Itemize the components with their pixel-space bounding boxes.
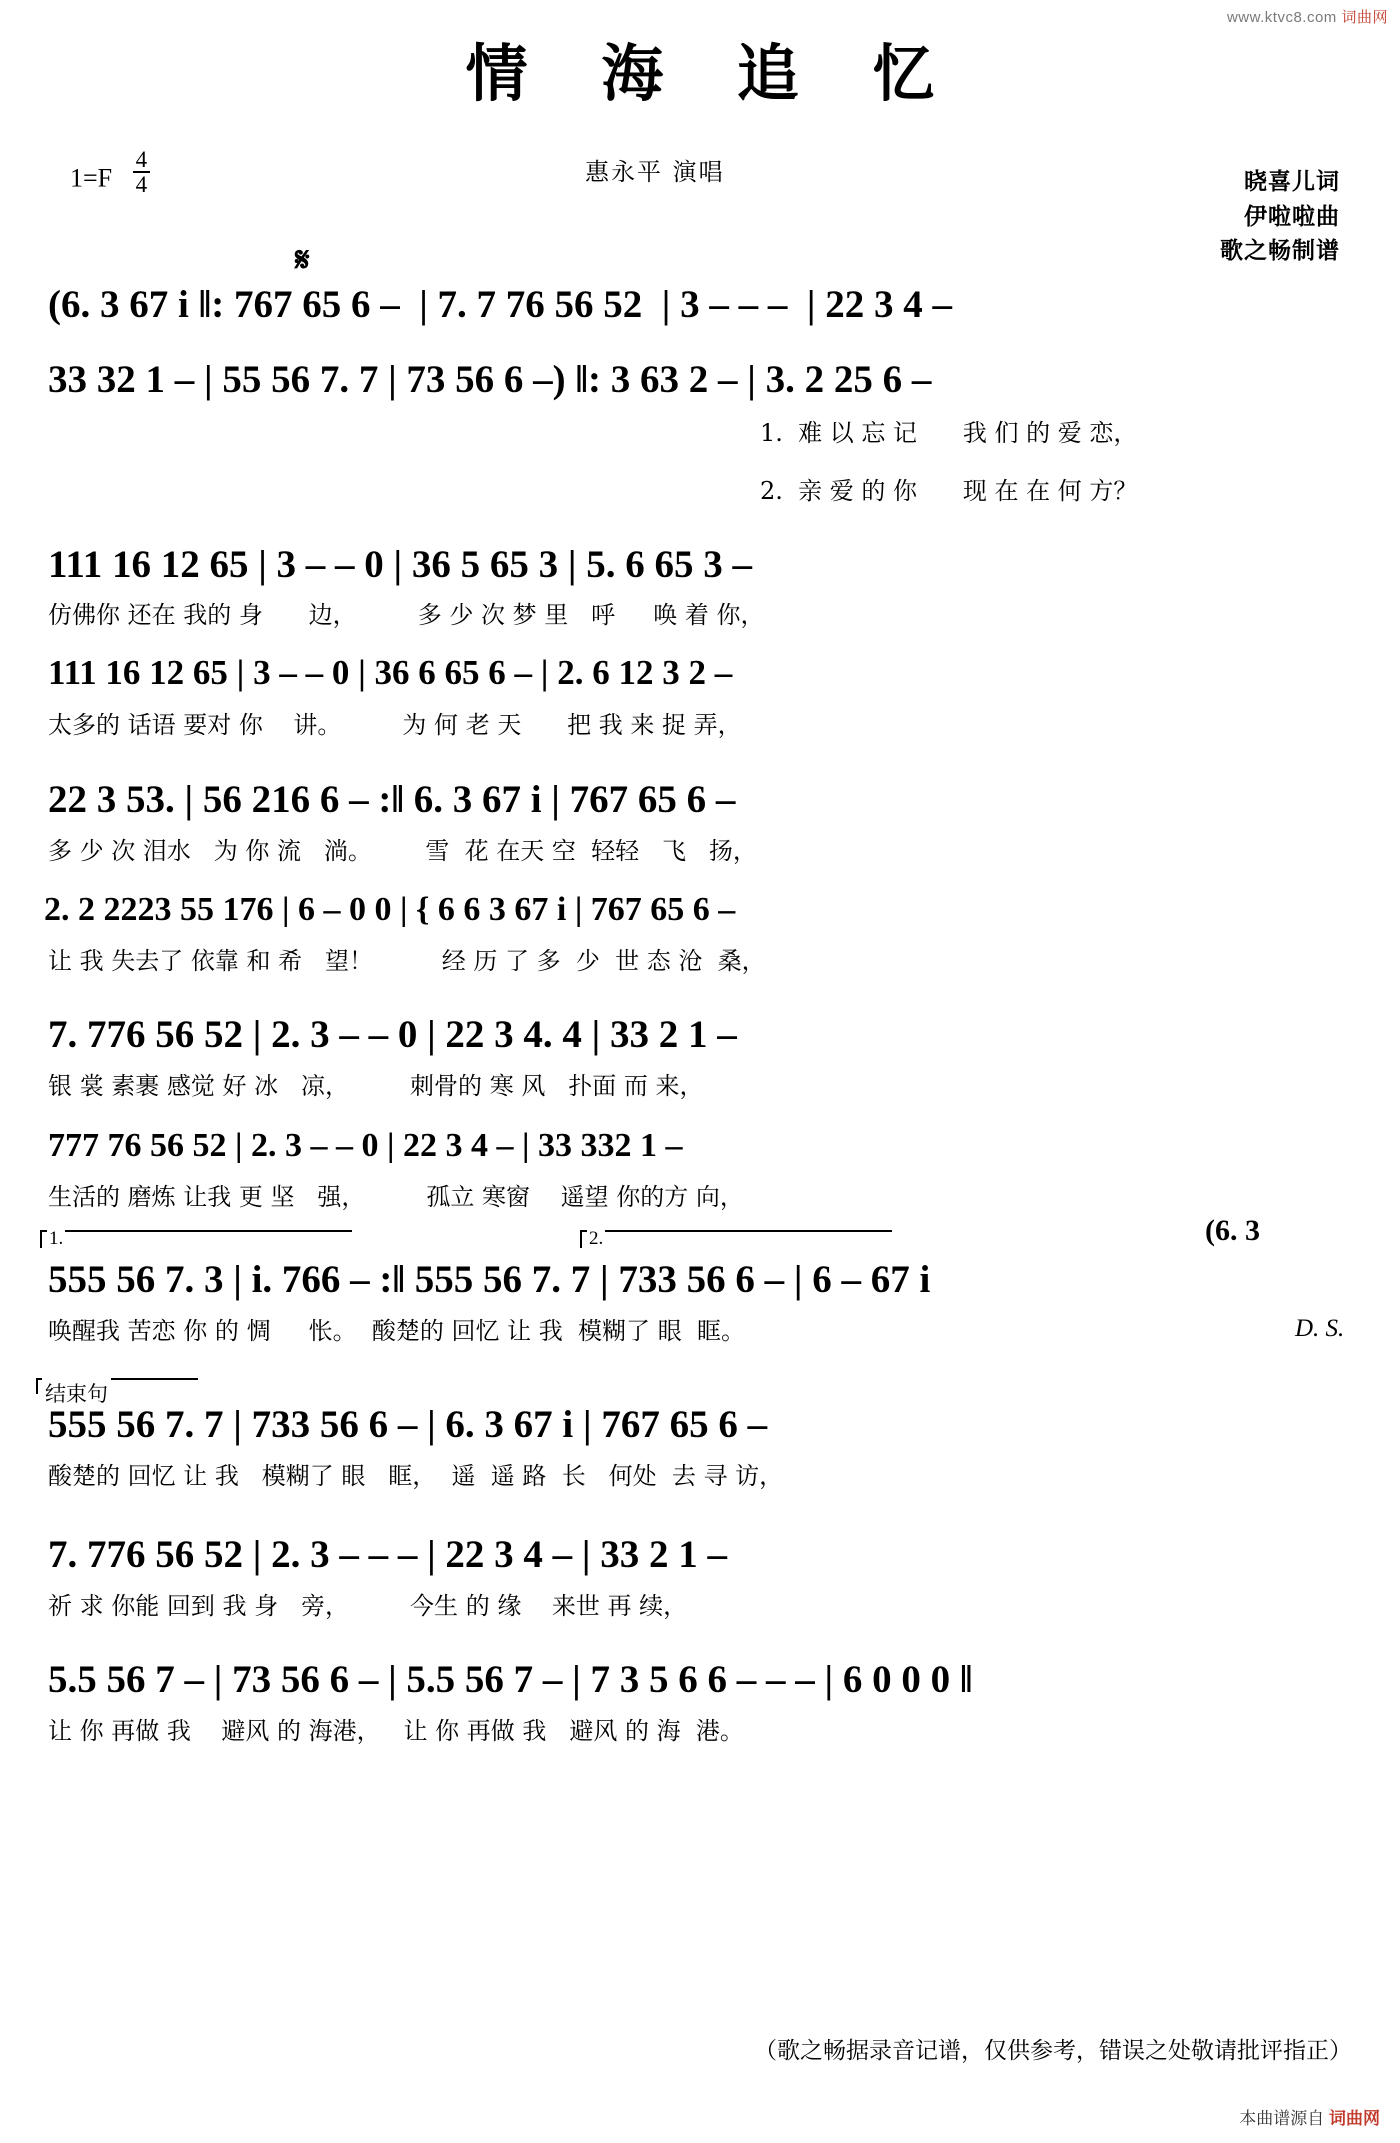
lyric-line-4: 太多的 话语 要对 你 讲。 为 何 老 天 把 我 来 捉 弄， [48,711,742,739]
time-signature-numerator: 4 [133,148,151,173]
volta-bracket-1 [40,1230,352,1248]
volta-bracket-2 [580,1230,892,1248]
singer-credit: 惠永平 演唱 [585,158,725,186]
time-signature [133,148,151,197]
lyric-line-7: 银 裳 素裹 感觉 好 冰 凉， 刺骨的 寒 风 扑面 而 来， [48,1072,704,1100]
note-line-2: 33 32 1 – | 55 56 7. 7 | 73 56 6 –) ‖: 3 63 2 – | 3. 2 25 6 – [48,358,932,401]
lyric-line-3: 仿佛你 还在 我的 身 边， 多 少 次 梦 里 呼 唤 着 你， [48,601,765,629]
note-line-9: 555 56 7. 3 | i. 766 – :‖ 555 56 7. 7 | 733 56 6 – | 6 – 67 i [48,1258,931,1301]
key-signature [70,148,150,197]
watermark-bottom [1239,2104,1380,2129]
key-label: 1=F [70,163,113,193]
watermark-top-label: 词曲网 [1341,9,1388,26]
watermark-bottom-label: 词曲网 [1329,2109,1380,2128]
note-pickup-tail: (6. 3 [1205,1214,1260,1247]
ending-phrase-box [36,1378,198,1406]
lyric-line-2b: 2. 亲 爱 的 你 现 在 在 何 方？ [760,477,1138,505]
lyric-line-8: 生活的 磨炼 让我 更 坚 强， 孤立 寒窗 遥望 你的方 向， [48,1183,744,1211]
note-line-1: (6. 3 67 i ‖: 767 65 6 – | 7. 7 76 56 52 | 3 – – – | 22 3 4 – [48,283,952,326]
lyric-line-2a: 1. 难 以 忘 记 我 们 的 爱 恋， [760,419,1138,447]
credits-block [1220,165,1340,269]
watermark-top-site: www.ktvc8.com [1226,9,1337,26]
lyric-line-10: 酸楚的 回忆 让 我 模糊了 眼 眶， 遥 遥 路 长 何处 去 寻 访， [48,1462,784,1490]
volta-label-2: 2. [589,1228,604,1249]
note-line-11: 7. 776 56 52 | 2. 3 – – – | 22 3 4 – | 33 2 1 – [48,1533,728,1576]
page-title: 情 海 追 忆 [465,37,961,110]
note-line-4: 111 16 12 65 | 3 – – 0 | 36 6 65 6 – | 2. 6 12 3 2 – [48,653,733,692]
note-line-8: 777 76 56 52 | 2. 3 – – 0 | 22 3 4 – | 33 332 1 – [48,1127,683,1164]
segno-icon: 𝄋 [295,240,310,280]
lyric-line-6: 让 我 失去了 依靠 和 希 望！ 经 历 了 多 少 世 态 沧 桑， [48,947,766,975]
credit-transcriber: 歌之畅制谱 [1220,237,1340,264]
note-line-12: 5.5 56 7 – | 73 56 6 – | 5.5 56 7 – | 7 3 5 6 6 – – – | 6 0 0 0 ‖ [48,1658,973,1701]
volta-label-1: 1. [49,1228,64,1249]
note-line-6: 2. 2 2223 55 176 | 6 – 0 0 | { 6 6 3 67 i | 767 65 6 – [44,891,736,928]
note-line-7: 7. 776 56 52 | 2. 3 – – 0 | 22 3 4. 4 | 33 2 1 – [48,1013,737,1056]
time-signature-denominator: 4 [135,172,148,198]
watermark-bottom-prefix: 本曲谱源自 [1239,2109,1325,2128]
lyric-line-11: 祈 求 你能 回到 我 身 旁， 今生 的 缘 来世 再 续， [48,1592,688,1620]
credit-lyricist: 晓喜儿词 [1244,168,1340,195]
note-line-5: 22 3 53. | 56 216 6 – :‖ 6. 3 67 i | 767 65 6 – [48,778,736,821]
note-line-10: 555 56 7. 7 | 733 56 6 – | 6. 3 67 i | 767 65 6 – [48,1403,768,1446]
lyric-line-12: 让 你 再做 我 避风 的 海港， 让 你 再做 我 避风 的 海 港。 [48,1717,744,1745]
note-line-3: 111 16 12 65 | 3 – – 0 | 36 5 65 3 | 5. 6 65 3 – [48,543,752,586]
ds-mark: D. S. [1295,1315,1345,1342]
footnote: （歌之畅据录音记谱，仅供参考，错误之处敬请批评指正） [754,2038,1352,2064]
credit-composer: 伊啦啦曲 [1244,202,1340,230]
lyric-line-9: 唤醒我 苦恋 你 的 惆 怅。 酸楚的 回忆 让 我 模糊了 眼 眶。 [48,1317,745,1345]
ending-phrase-label: 结束句 [42,1378,111,1408]
lyric-line-5: 多 少 次 泪水 为 你 流 淌。 雪 花 在天 空 轻轻 飞 扬， [48,837,757,865]
